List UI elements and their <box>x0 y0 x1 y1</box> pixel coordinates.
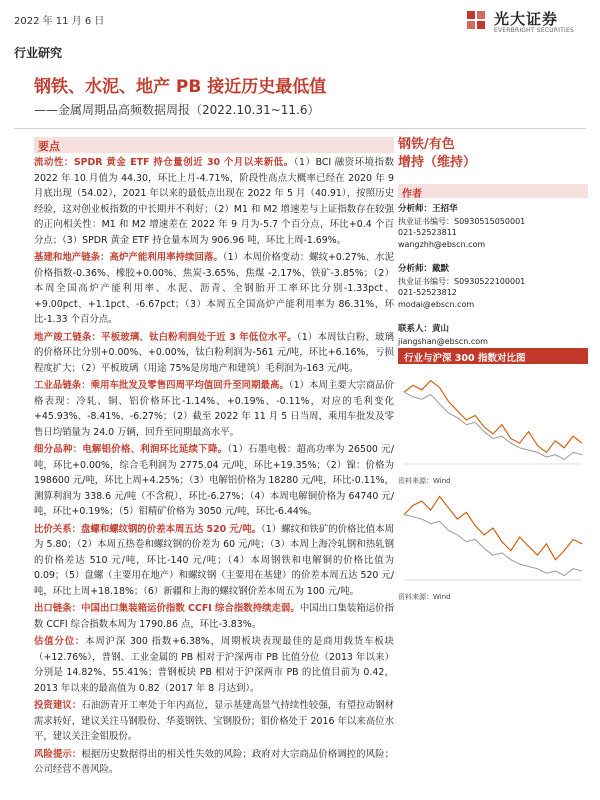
paragraph-label: 基建和地产链条：高炉产能利用率持续回落。 <box>34 252 223 263</box>
paragraph-label: 地产竣工链条：平板玻璃、钛白粉利润处于近 3 年低位水平。 <box>34 331 297 343</box>
report-date: 2022 年 11 月 6 日 <box>14 16 105 27</box>
paragraph-text: 根据历史数据得出的相关性失效的风险；政府对大宗商品价格调控的风险；公司经营不善风险。 <box>34 748 394 775</box>
logo-text: 光大证券 <box>494 10 559 28</box>
summary-paragraph <box>34 747 394 778</box>
index-comparison-chart-2 <box>398 484 588 594</box>
logo-subtext: EVERBRIGHT SECURITIES <box>494 27 574 34</box>
chart-source: 资料来源：Wind <box>398 593 451 601</box>
summary-body <box>34 155 394 780</box>
paragraph-text: 本周沪深 300 指数+6.38%，周期板块表现最佳的是商用载货车板块（+12.76%），普钢、工业金属的 PB 相对于沪深两市 PB 比值分位（2013 年以来）分别是 14.82%、55.41%；普钢板块 PB 相对于沪深两市 PB 的比值目前为 0.42，2013 年以来的最高值为 0.82（2017 年 8 月达到）。 <box>34 636 394 694</box>
analyst-name: 分析师：戴默 <box>398 264 450 274</box>
paragraph-text: （1）本周价格变动：螺纹+0.27%、水泥价格指数-0.36%、橡胶+0.00%、焦炭-3.65%、焦煤 -2.17%、铁矿-3.85%；（2）本周全国高炉产能利用率、水泥、沥青、全钢胎开工率环比分别-1.33pct、+9.00pct、+1.1pct、-6.67pct；（3）本周五全国高炉产能利用率为 86.31%，环比-1.33 个百分点。 <box>34 252 394 325</box>
analyst-phone: 021-52523812 <box>398 288 457 297</box>
paragraph-label: 流动性：SPDR 黄金 ETF 持仓量创近 30 个月以来新低。 <box>34 157 294 168</box>
summary-paragraph <box>34 634 394 696</box>
summary-paragraph <box>34 330 394 377</box>
summary-paragraph <box>34 601 394 632</box>
analyst-card <box>398 264 588 310</box>
summary-paragraph <box>34 155 394 248</box>
paragraph-label: 细分品种：电解铝价格、利润环比延续下降。 <box>34 444 228 455</box>
authors-header <box>398 184 588 198</box>
contact-card <box>398 324 588 347</box>
paragraph-label: 比价关系：盘螺和螺纹钢的价差本周五达 520 元/吨。 <box>34 523 262 535</box>
summary-paragraph <box>34 250 394 328</box>
paragraph-text: （1）本周主要大宗商品价格表现：冷轧、铜、铝价格环比-1.14%、+0.19%、-0.11%，对应的毛利变化+45.93%、-8.41%、-6.27%；（2）截至 2022 年 11 月 5 日当周，乘用车批发及零售日均销量为 24.0 万辆，回升至同期最高水平。 <box>34 380 394 438</box>
paragraph-text: （1）石墨电极：超高功率为 26500 元/吨，环比+0.00%，综合毛利润为 2775.04 元/吨，环比+19.35%；（2）镍：价格为 198600 元/吨，环比上周+4.25%；（3）电解铝价格为 18280 元/吨，环比-0.11%，测算利润为 338.6 元/吨（不含税），环比-6.27%；（4）本周电解铜价格为 64740 元/吨，环比+0.19%；（5）钼精矿价格为 3050 元/吨，环比-6.44%。 <box>34 444 394 517</box>
summary-header <box>34 137 394 153</box>
authors-header-label: 作者 <box>402 189 422 200</box>
paragraph-label: 投资建议： <box>34 700 82 711</box>
summary-header-label: 要点 <box>38 140 60 153</box>
chart-header-label: 行业与沪深 300 指数对比图 <box>404 353 526 364</box>
paragraph-text: （1）螺纹和铁矿的价格比值本周为 5.80；（2）本周五热卷和螺纹钢的价差为 60 元/吨；（3）本周上海冷轧钢和热轧钢的价格差达 510 元/吨，环比-140 元/吨；（4）本周钢铁和电解铜的价格比值为 0.09；（5）盘螺（主要用在地产）和螺纹钢（主要用在基建）的价差本周五达 520 元/吨，环比上周+18.18%；（6）新疆和上海的螺纹钢价差本周五为 100 元/吨。 <box>34 523 394 597</box>
report-title: 钢铁、水泥、地产 PB 接近历史最低值 <box>34 77 327 97</box>
paragraph-text: （1）本周钛白粉、玻璃的价格环比分别+0.00%、+0.00%，钛白粉利润为-561 元/吨，环比+6.16%，亏损程度扩大；（2）平板玻璃（用途 75%是房地产和建筑）毛利润为-163 元/吨。 <box>34 331 394 374</box>
analyst-license: 执业证书编号：S0930522100001 <box>398 276 526 286</box>
paragraph-label: 风险提示： <box>34 748 82 760</box>
summary-paragraph <box>34 698 394 745</box>
paragraph-text: 中国出口集装箱运价指数 CCFI 综合指数本周为 1790.86 点，环比-3.83%。 <box>34 603 394 630</box>
contact-name: 联系人：黄山 <box>398 324 450 334</box>
paragraph-label: 估值分位： <box>34 636 86 647</box>
rating-value: 增持（维持） <box>398 155 477 170</box>
series-line-0 <box>404 497 582 560</box>
paragraph-label: 出口链条：中国出口集装箱运价指数 CCFI 综合指数持续走弱。 <box>34 603 300 614</box>
summary-paragraph <box>34 522 394 600</box>
paragraph-label: 工业品链条：乘用车批发及零售四周平均值回升至同期最高。 <box>34 380 289 391</box>
chart-header <box>398 348 588 364</box>
logo-mark-icon <box>464 8 488 32</box>
analyst-license: 执业证书编号：S0930515050001 <box>398 216 526 226</box>
report-subtitle: ——金属周期品高频数据周报（2022.10.31~11.6） <box>34 103 320 117</box>
analyst-email[interactable]: wangzhh@ebscn.com <box>398 239 486 249</box>
analyst-phone: 021-52523811 <box>398 228 457 237</box>
contact-email[interactable]: jiangshan@ebscn.com <box>398 336 488 346</box>
summary-paragraph <box>34 442 394 520</box>
paragraph-text: （1）BCI 融资环境指数 2022 年 10 月值为 44.30，环比上月-4.71%，阶段性高点大概率已经在 2020 年 9 月底出现（54.02），2021 年以来的最低点出现在 2022 年 5 月（40.91），按照历史经验，这对创业板指数的中长期并不利好；（2）M1 和 M2 增速差与上证指数存在较强的正向相关性：M1 和 M2 增速差在 2022 年 9 月为-5.7 个百分点，环比+0.4 个百分点；（3）SPDR 黄金 ETF 持仓量本周为 906.96 吨，环比上周-1.69%。 <box>34 157 394 246</box>
sidebar <box>398 134 588 347</box>
company-logo <box>464 6 584 38</box>
series-line-1 <box>404 515 582 576</box>
analyst-email[interactable]: modai@ebscn.com <box>398 299 475 309</box>
divider <box>14 128 586 129</box>
paragraph-text: 石油沥青开工率处于年内高位，显示基建高景气持续性较强，有望拉动钢材需求转好，建议关注马钢股份、华菱钢铁、宝钢股份；钼价格处于 2016 年以来高位水平，建议关注金钼股份。 <box>34 700 394 742</box>
rating-sector: 钢铁/有色 <box>398 137 455 152</box>
report-category: 行业研究 <box>14 46 63 60</box>
series-line-1 <box>404 392 582 459</box>
analyst-card <box>398 204 588 250</box>
index-comparison-chart-1 <box>398 368 588 478</box>
series-line-0 <box>404 381 582 453</box>
summary-paragraph <box>34 378 394 440</box>
analyst-name: 分析师：王招华 <box>398 204 458 214</box>
chart-source: 资料来源：Wind <box>398 477 451 485</box>
